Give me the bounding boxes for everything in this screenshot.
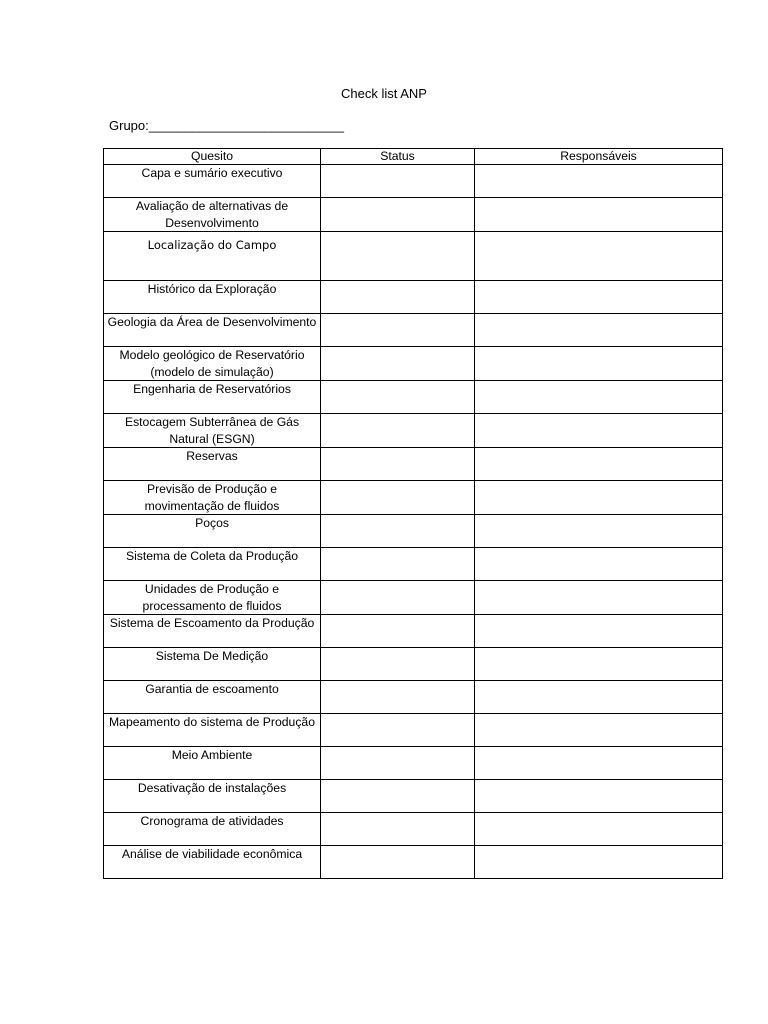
header-quesito: Quesito	[104, 149, 321, 165]
table-row	[104, 198, 723, 232]
quesito-cell: Localização do Campo	[104, 232, 321, 281]
table-row	[104, 481, 723, 515]
quesito-cell: Reservas	[104, 448, 321, 481]
table-row	[104, 414, 723, 448]
responsaveis-cell	[475, 846, 723, 879]
responsaveis-cell	[475, 780, 723, 813]
quesito-cell: Estocagem Subterrânea de Gás Natural (ESGN)	[104, 414, 321, 448]
quesito-cell: Modelo geológico de Reservatório (modelo de simulação)	[104, 347, 321, 381]
responsaveis-cell	[475, 548, 723, 581]
status-cell	[321, 648, 475, 681]
status-cell	[321, 281, 475, 314]
table-row	[104, 581, 723, 615]
status-cell	[321, 615, 475, 648]
group-field	[109, 118, 344, 134]
status-cell	[321, 813, 475, 846]
responsaveis-cell	[475, 714, 723, 747]
status-cell	[321, 414, 475, 448]
responsaveis-cell	[475, 314, 723, 347]
table-row	[104, 714, 723, 747]
status-cell	[321, 714, 475, 747]
table-row	[104, 232, 723, 281]
quesito-cell: Previsão de Produção e movimentação de fluidos	[104, 481, 321, 515]
responsaveis-cell	[475, 198, 723, 232]
status-cell	[321, 314, 475, 347]
header-status: Status	[321, 149, 475, 165]
table-row	[104, 846, 723, 879]
quesito-cell: Sistema de Coleta da Produção	[104, 548, 321, 581]
responsaveis-cell	[475, 648, 723, 681]
table-row	[104, 548, 723, 581]
table-row	[104, 448, 723, 481]
table-header-row	[104, 149, 723, 165]
status-cell	[321, 681, 475, 714]
quesito-cell: Engenharia de Reservatórios	[104, 381, 321, 414]
table-row	[104, 681, 723, 714]
status-cell	[321, 747, 475, 780]
quesito-cell: Unidades de Produção e processamento de fluidos	[104, 581, 321, 615]
checklist-table	[103, 148, 723, 879]
table-row	[104, 165, 723, 198]
quesito-cell: Sistema de Escoamento da Produção	[104, 615, 321, 648]
responsaveis-cell	[475, 481, 723, 515]
responsaveis-cell	[475, 414, 723, 448]
group-blank-line: ___________________________	[148, 118, 344, 133]
quesito-cell: Desativação de instalações	[104, 780, 321, 813]
table-row	[104, 615, 723, 648]
responsaveis-cell	[475, 615, 723, 648]
responsaveis-cell	[475, 681, 723, 714]
table-row	[104, 780, 723, 813]
status-cell	[321, 381, 475, 414]
quesito-cell: Histórico da Exploração	[104, 281, 321, 314]
status-cell	[321, 165, 475, 198]
quesito-cell: Avaliação de alternativas de Desenvolvimento	[104, 198, 321, 232]
quesito-cell: Geologia da Área de Desenvolvimento	[104, 314, 321, 347]
header-responsaveis: Responsáveis	[475, 149, 723, 165]
status-cell	[321, 581, 475, 615]
group-label: Grupo:	[109, 118, 149, 133]
quesito-cell: Mapeamento do sistema de Produção	[104, 714, 321, 747]
quesito-cell: Poços	[104, 515, 321, 548]
status-cell	[321, 548, 475, 581]
quesito-cell: Cronograma de atividades	[104, 813, 321, 846]
quesito-cell: Sistema De Medição	[104, 648, 321, 681]
status-cell	[321, 347, 475, 381]
status-cell	[321, 232, 475, 281]
status-cell	[321, 481, 475, 515]
quesito-cell: Capa e sumário executivo	[104, 165, 321, 198]
responsaveis-cell	[475, 381, 723, 414]
table-row	[104, 813, 723, 846]
responsaveis-cell	[475, 281, 723, 314]
status-cell	[321, 846, 475, 879]
responsaveis-cell	[475, 515, 723, 548]
table-row	[104, 747, 723, 780]
responsaveis-cell	[475, 448, 723, 481]
table-row	[104, 314, 723, 347]
table-row	[104, 281, 723, 314]
responsaveis-cell	[475, 347, 723, 381]
quesito-cell: Análise de viabilidade econômica	[104, 846, 321, 879]
responsaveis-cell	[475, 813, 723, 846]
quesito-cell: Garantia de escoamento	[104, 681, 321, 714]
responsaveis-cell	[475, 581, 723, 615]
status-cell	[321, 448, 475, 481]
quesito-cell: Meio Ambiente	[104, 747, 321, 780]
responsaveis-cell	[475, 165, 723, 198]
table-row	[104, 515, 723, 548]
table-row	[104, 381, 723, 414]
page-title: Check list ANP	[341, 86, 427, 101]
status-cell	[321, 198, 475, 232]
responsaveis-cell	[475, 232, 723, 281]
status-cell	[321, 515, 475, 548]
table-row	[104, 347, 723, 381]
responsaveis-cell	[475, 747, 723, 780]
table-row	[104, 648, 723, 681]
status-cell	[321, 780, 475, 813]
